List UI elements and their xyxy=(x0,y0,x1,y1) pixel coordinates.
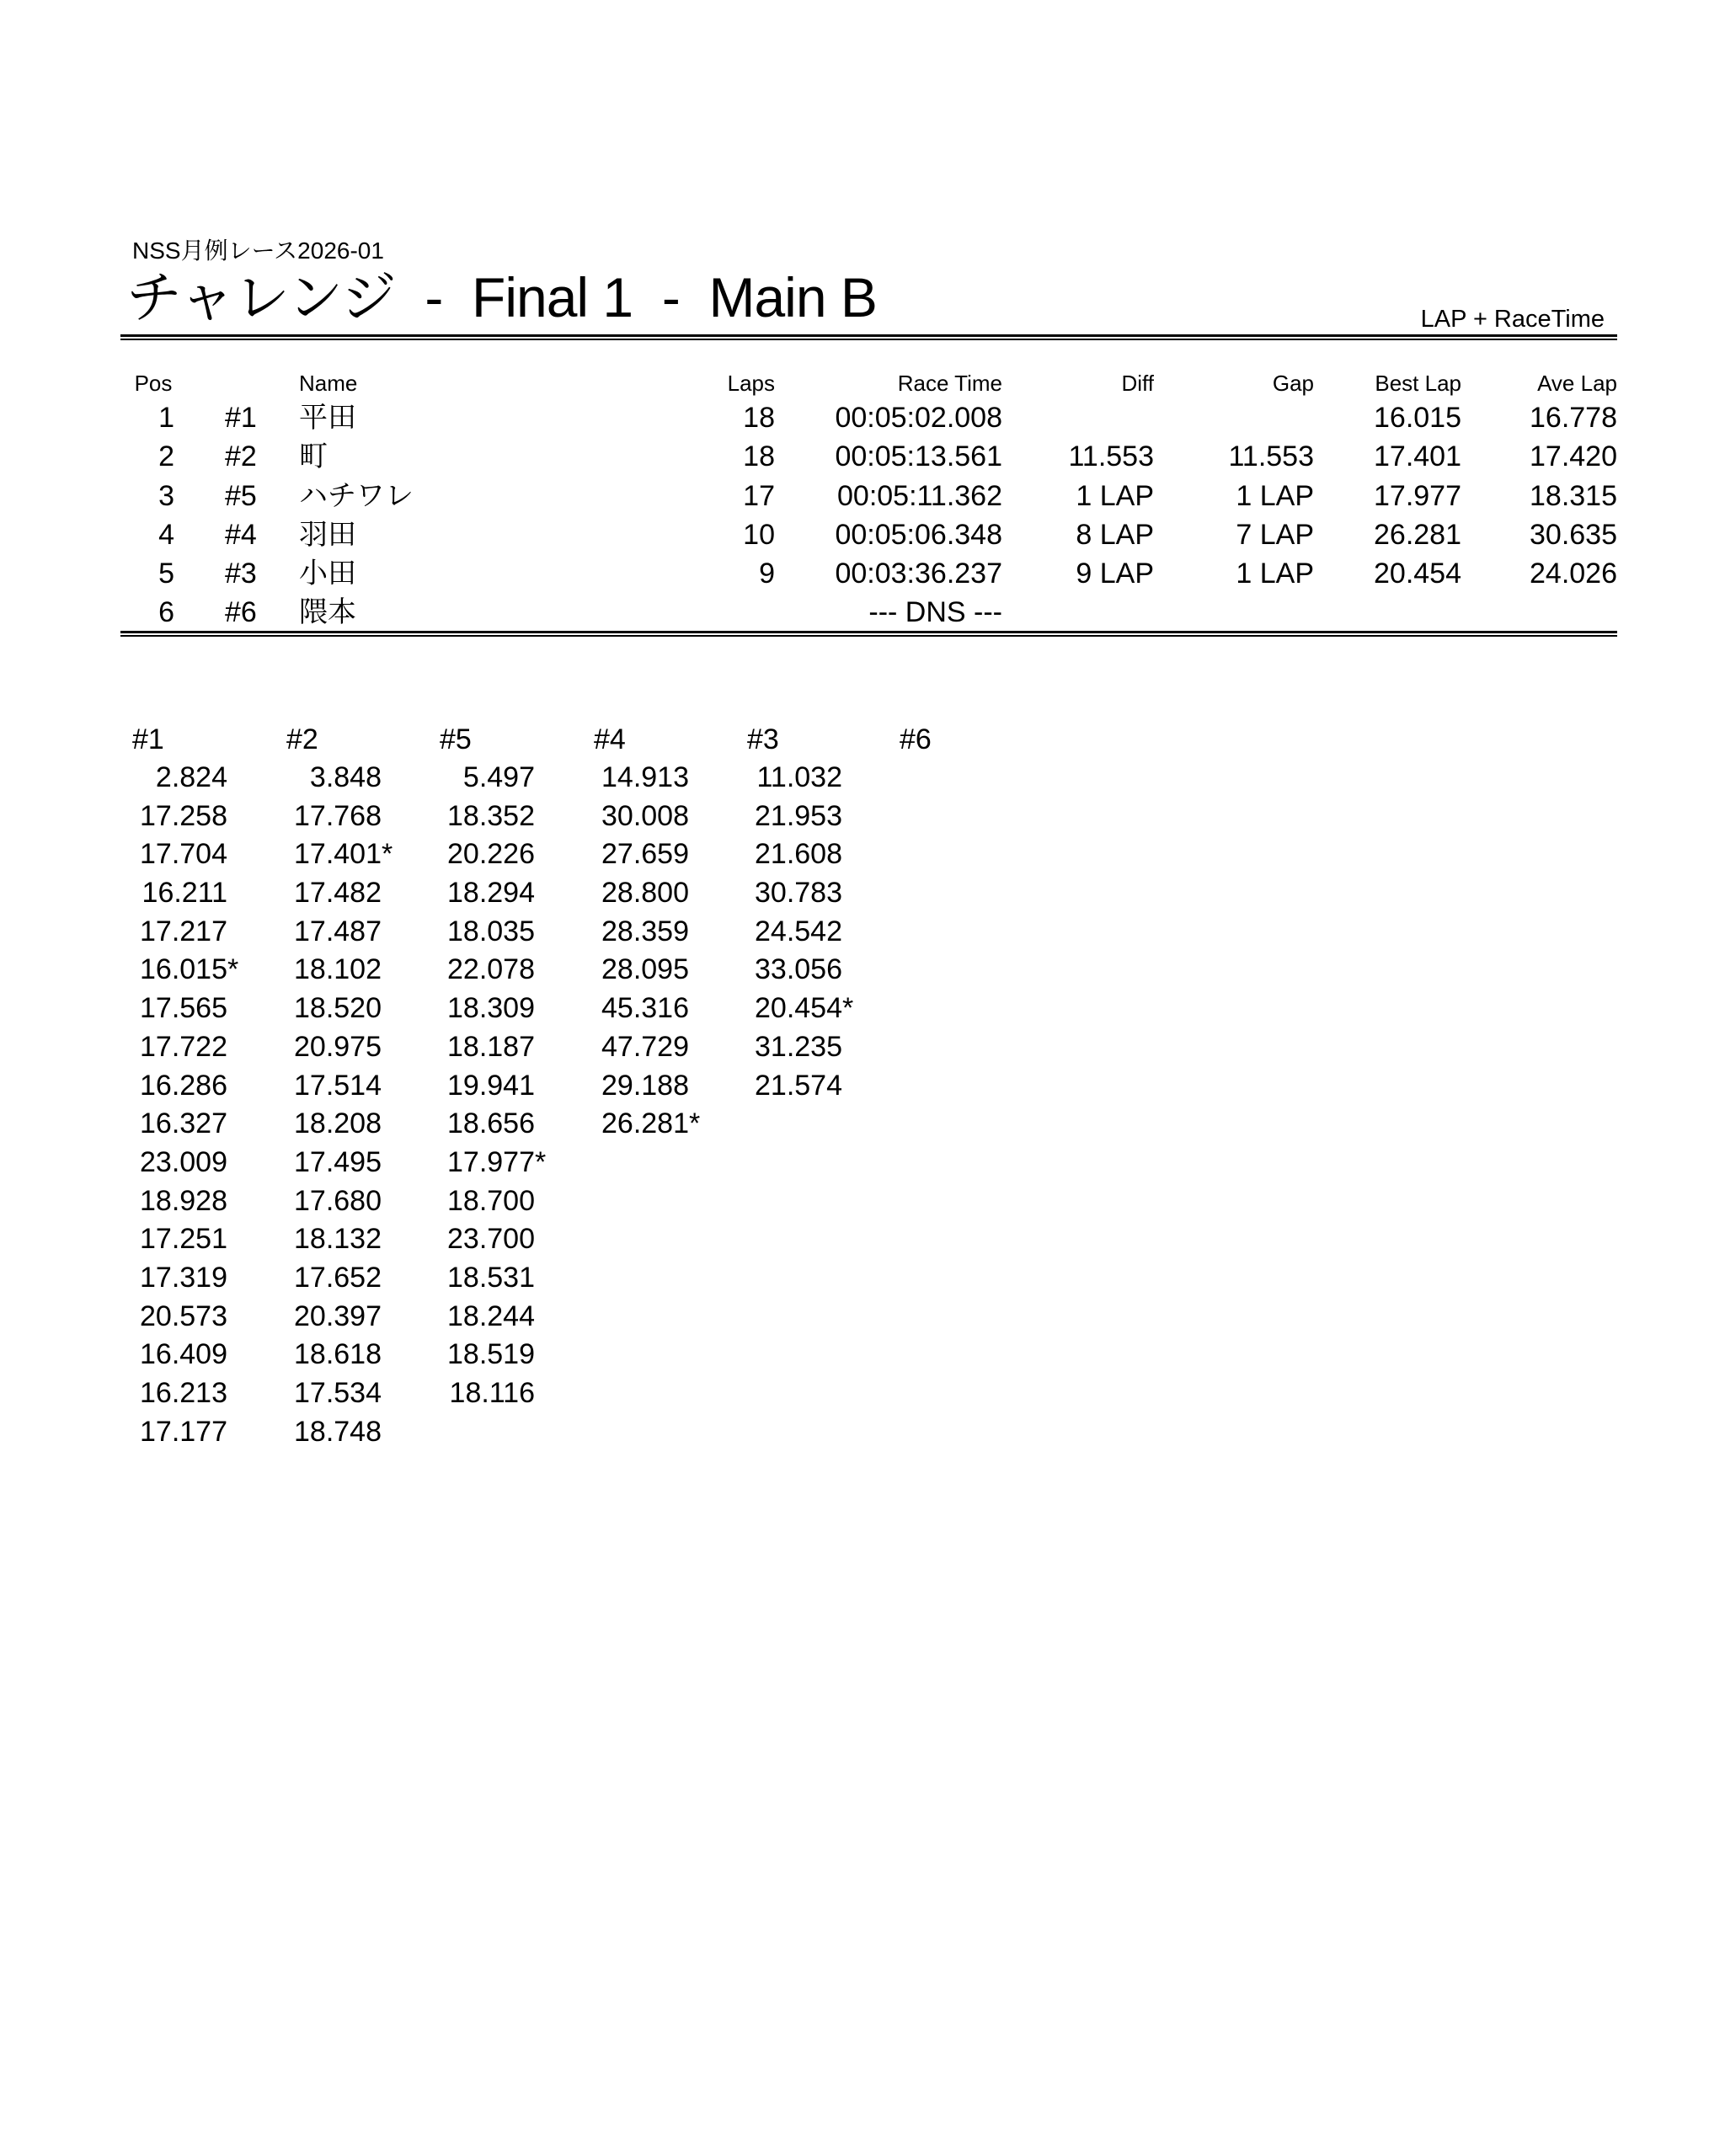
lap-time: 18.035 xyxy=(447,915,535,947)
lap-time: 18.748 xyxy=(294,1415,382,1448)
lap-column xyxy=(594,720,748,1144)
results-cell-no: #4 xyxy=(225,518,257,551)
results-cell-gap: 1 LAP xyxy=(1236,479,1314,512)
lap-column-header: #1 xyxy=(132,723,164,755)
lap-time: 17.652 xyxy=(294,1261,382,1294)
event-name: NSS月例レース2026-01 xyxy=(132,237,384,264)
lap-column-header: #3 xyxy=(747,723,779,755)
col-header-name: Name xyxy=(299,371,358,396)
col-header-laps: Laps xyxy=(727,371,775,396)
results-cell-best_lap: 20.454 xyxy=(1374,558,1461,590)
lap-time: 18.352 xyxy=(447,799,535,832)
page-title: チャレンジ - Final 1 - Main B xyxy=(126,266,877,328)
results-cell-no: #2 xyxy=(225,440,257,473)
lap-time: 20.397 xyxy=(294,1299,382,1332)
results-cell-name: 町 xyxy=(299,440,328,473)
lap-column xyxy=(132,720,286,1451)
results-cell-laps: 9 xyxy=(759,558,775,590)
lap-time: 20.573 xyxy=(140,1299,227,1332)
results-cell-laps: 18 xyxy=(743,440,775,473)
lap-time: 47.729 xyxy=(601,1030,689,1063)
results-cell-diff: 1 LAP xyxy=(1076,479,1154,512)
results-cell-diff: 11.553 xyxy=(1068,440,1154,473)
lap-time: 19.941 xyxy=(447,1069,535,1102)
results-cell-race_time: --- DNS --- xyxy=(868,596,1002,629)
results-cell-gap: 7 LAP xyxy=(1236,518,1314,551)
results-cell-best_lap: 17.401 xyxy=(1374,440,1461,473)
results-cell-ave_lap: 30.635 xyxy=(1530,518,1617,551)
results-cell-name: 小田 xyxy=(299,558,356,590)
lap-time xyxy=(440,1144,547,1182)
timing-mode-label: LAP + RaceTime xyxy=(1420,306,1605,333)
results-cell-race_time: 00:05:06.348 xyxy=(835,518,1002,551)
results-cell-ave_lap: 24.026 xyxy=(1530,558,1617,590)
lap-time: 20.226 xyxy=(447,838,535,871)
results-cell-race_time: 00:05:02.008 xyxy=(835,402,1002,434)
lap-time: 5.497 xyxy=(462,761,535,793)
lap-time: 18.132 xyxy=(294,1223,382,1256)
col-header-racetime: Race Time xyxy=(897,371,1002,396)
lap-time: 23.700 xyxy=(447,1223,535,1256)
lap-time: 17.565 xyxy=(140,992,227,1025)
results-cell-diff xyxy=(1002,398,1154,437)
results-cell-laps: 18 xyxy=(743,402,775,434)
results-cell-ave_lap: 18.315 xyxy=(1530,479,1617,512)
results-row xyxy=(132,477,1617,515)
lap-time: 30.008 xyxy=(601,799,689,832)
lap-time: 18.187 xyxy=(447,1030,535,1063)
lap-time: 17.704 xyxy=(140,838,227,871)
results-cell-pos: 5 xyxy=(158,558,174,590)
header-rule xyxy=(120,334,1617,340)
lap-time xyxy=(286,835,393,874)
best-lap-asterisk: * xyxy=(382,838,393,871)
results-cell-best_lap: 16.015 xyxy=(1374,402,1461,434)
results-cell-no: #5 xyxy=(225,479,257,512)
results-cell-no: #3 xyxy=(225,558,257,590)
col-header-diff: Diff xyxy=(1121,371,1154,396)
lap-column xyxy=(440,720,594,1413)
results-cell-name: ハチワレ xyxy=(299,479,414,512)
results-cell-pos: 6 xyxy=(158,596,174,629)
lap-time-value: 16.015 xyxy=(140,953,227,986)
lap-time: 17.514 xyxy=(294,1069,382,1102)
lap-time: 17.319 xyxy=(140,1261,227,1294)
lap-column xyxy=(286,720,441,1451)
col-header-bestlap: Best Lap xyxy=(1375,371,1461,396)
lap-time: 16.409 xyxy=(140,1338,227,1371)
results-cell-ave_lap: 17.420 xyxy=(1530,440,1617,473)
results-cell-gap xyxy=(1154,398,1314,437)
results-cell-name: 平田 xyxy=(299,402,356,434)
lap-column-header: #5 xyxy=(440,723,472,755)
lap-time xyxy=(747,990,854,1028)
lap-time: 18.294 xyxy=(447,877,535,910)
lap-time: 28.095 xyxy=(601,953,689,986)
lap-time xyxy=(594,1105,701,1144)
lap-time-value: 26.281 xyxy=(601,1107,689,1140)
lap-time: 14.913 xyxy=(601,761,689,793)
lap-time: 18.520 xyxy=(294,992,382,1025)
lap-time: 33.056 xyxy=(755,953,842,986)
results-cell-race_time: 00:03:36.237 xyxy=(835,558,1002,590)
lap-time: 28.800 xyxy=(601,877,689,910)
results-cell-race_time: 00:05:13.561 xyxy=(835,440,1002,473)
lap-time: 18.102 xyxy=(294,953,382,986)
lap-time: 24.542 xyxy=(755,915,842,947)
results-row xyxy=(132,515,1617,554)
lap-time: 18.116 xyxy=(449,1377,535,1409)
lap-time: 17.495 xyxy=(294,1145,382,1178)
results-cell-diff xyxy=(1002,593,1154,632)
results-cell-best_lap: 17.977 xyxy=(1374,479,1461,512)
lap-time: 27.659 xyxy=(601,838,689,871)
lap-time-value: 17.401 xyxy=(294,838,382,871)
results-cell-pos: 2 xyxy=(158,440,174,473)
lap-time: 17.768 xyxy=(294,799,382,832)
results-cell-no: #1 xyxy=(225,402,257,434)
results-row xyxy=(132,437,1617,476)
lap-time: 18.700 xyxy=(447,1184,535,1217)
col-header-gap: Gap xyxy=(1272,371,1314,396)
lap-time: 17.482 xyxy=(294,877,382,910)
lap-time-value: 20.454 xyxy=(755,992,842,1025)
lap-time: 23.009 xyxy=(140,1145,227,1178)
lap-column xyxy=(900,720,1054,759)
results-table xyxy=(132,368,1617,632)
results-cell-diff: 8 LAP xyxy=(1076,518,1154,551)
lap-column-header: #4 xyxy=(594,723,626,755)
lap-time: 3.848 xyxy=(309,761,382,793)
results-table-body xyxy=(132,398,1617,632)
results-cell-laps xyxy=(628,593,775,632)
results-cell-pos: 4 xyxy=(158,518,174,551)
best-lap-asterisk: * xyxy=(535,1145,547,1178)
lap-time: 30.783 xyxy=(755,877,842,910)
results-cell-name: 隈本 xyxy=(299,596,356,629)
results-header-row xyxy=(132,368,1617,398)
results-cell-no: #6 xyxy=(225,596,257,629)
results-cell-diff: 9 LAP xyxy=(1076,558,1154,590)
lap-time: 11.032 xyxy=(756,761,842,793)
results-row xyxy=(132,398,1617,437)
lap-time: 16.211 xyxy=(142,877,227,910)
results-cell-pos: 1 xyxy=(158,402,174,434)
lap-time: 18.309 xyxy=(447,992,535,1025)
results-cell-race_time: 00:05:11.362 xyxy=(837,479,1002,512)
results-cell-gap: 11.553 xyxy=(1228,440,1314,473)
lap-time: 18.531 xyxy=(447,1261,535,1294)
lap-time: 18.519 xyxy=(447,1338,535,1371)
lap-time: 17.722 xyxy=(140,1030,227,1063)
lap-time: 21.608 xyxy=(755,838,842,871)
lap-time: 18.244 xyxy=(447,1299,535,1332)
results-cell-ave_lap xyxy=(1461,593,1617,632)
col-header-avelap: Ave Lap xyxy=(1537,371,1617,396)
col-header-pos: Pos xyxy=(134,371,173,396)
results-row xyxy=(132,593,1617,632)
lap-time: 18.618 xyxy=(294,1338,382,1371)
lap-time: 45.316 xyxy=(601,992,689,1025)
lap-time: 21.574 xyxy=(755,1069,842,1102)
lap-time: 16.213 xyxy=(140,1377,227,1409)
lap-time: 28.359 xyxy=(601,915,689,947)
lap-time-value: 17.977 xyxy=(447,1145,535,1178)
lap-time: 21.953 xyxy=(755,799,842,832)
lap-time: 18.928 xyxy=(140,1184,227,1217)
lap-time: 20.975 xyxy=(294,1030,382,1063)
results-bottom-rule xyxy=(120,631,1617,637)
lap-time: 16.286 xyxy=(140,1069,227,1102)
lap-time: 17.251 xyxy=(140,1223,227,1256)
lap-column-header: #6 xyxy=(900,723,932,755)
lap-time: 22.078 xyxy=(447,953,535,986)
col-header-carno xyxy=(174,368,299,398)
lap-time: 2.824 xyxy=(155,761,227,793)
lap-time: 17.177 xyxy=(140,1415,227,1448)
results-cell-laps: 17 xyxy=(743,479,775,512)
lap-column-header: #2 xyxy=(286,723,318,755)
lap-column xyxy=(747,720,901,1105)
best-lap-asterisk: * xyxy=(689,1107,701,1140)
lap-time: 31.235 xyxy=(755,1030,842,1063)
lap-time: 16.327 xyxy=(140,1107,227,1140)
lap-time: 18.208 xyxy=(294,1107,382,1140)
results-cell-gap xyxy=(1154,593,1314,632)
results-cell-best_lap: 26.281 xyxy=(1374,518,1461,551)
results-cell-gap: 1 LAP xyxy=(1236,558,1314,590)
lap-time: 18.656 xyxy=(447,1107,535,1140)
lap-time: 29.188 xyxy=(601,1069,689,1102)
results-cell-name: 羽田 xyxy=(299,518,356,551)
lap-time xyxy=(132,951,239,990)
results-cell-laps: 10 xyxy=(743,518,775,551)
lap-time: 17.217 xyxy=(140,915,227,947)
results-cell-pos: 3 xyxy=(158,479,174,512)
best-lap-asterisk: * xyxy=(842,992,854,1025)
results-cell-best_lap xyxy=(1314,593,1461,632)
lap-time: 17.680 xyxy=(294,1184,382,1217)
lap-time: 17.258 xyxy=(140,799,227,832)
lap-time: 17.534 xyxy=(294,1377,382,1409)
results-row xyxy=(132,554,1617,593)
results-cell-ave_lap: 16.778 xyxy=(1530,402,1617,434)
lap-time: 17.487 xyxy=(294,915,382,947)
best-lap-asterisk: * xyxy=(227,953,239,986)
